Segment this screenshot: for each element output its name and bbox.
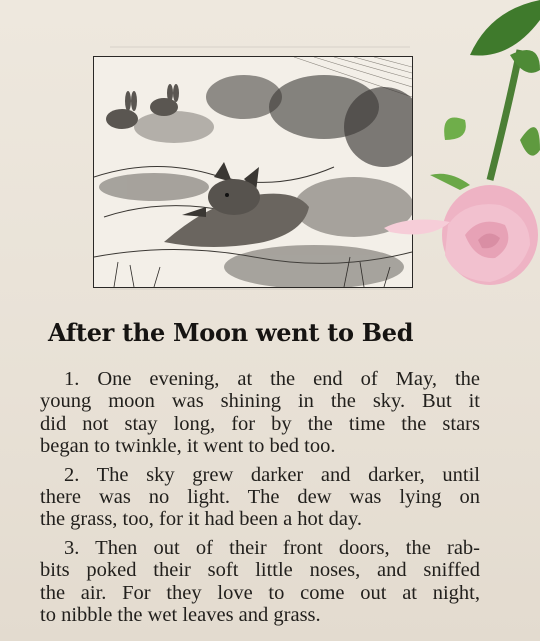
text-line: young moon was shining in the sky. But it [40, 390, 480, 413]
story-body [40, 368, 480, 632]
text-line: bits poked their soft little noses, and sniffed [40, 559, 480, 582]
paragraph-2 [40, 464, 480, 531]
text-line: 1. One evening, at the end of May, the [64, 368, 480, 390]
text-line: there was no light. The dew was lying on [40, 486, 480, 509]
text-line: the grass, too, for it had been a hot day. [40, 508, 363, 531]
fox-rabbits-illustration [93, 56, 413, 288]
text-line: began to twinkle, it went to bed too. [40, 435, 336, 458]
text-line: 2. The sky grew darker and darker, until [64, 463, 480, 486]
text-line: 3. Then out of their front doors, the rab- [64, 536, 480, 559]
paragraph-1 [40, 368, 480, 458]
text-line: the air. For they love to come out at night, [40, 581, 480, 604]
paragraph-3 [40, 537, 480, 627]
story-title: After the Moon went to Bed [48, 318, 414, 347]
text-line: did not stay long, for by the time the stars [40, 412, 480, 435]
pink-rose-icon [370, 0, 540, 300]
text-line: to nibble the wet leaves and grass. [40, 604, 321, 627]
